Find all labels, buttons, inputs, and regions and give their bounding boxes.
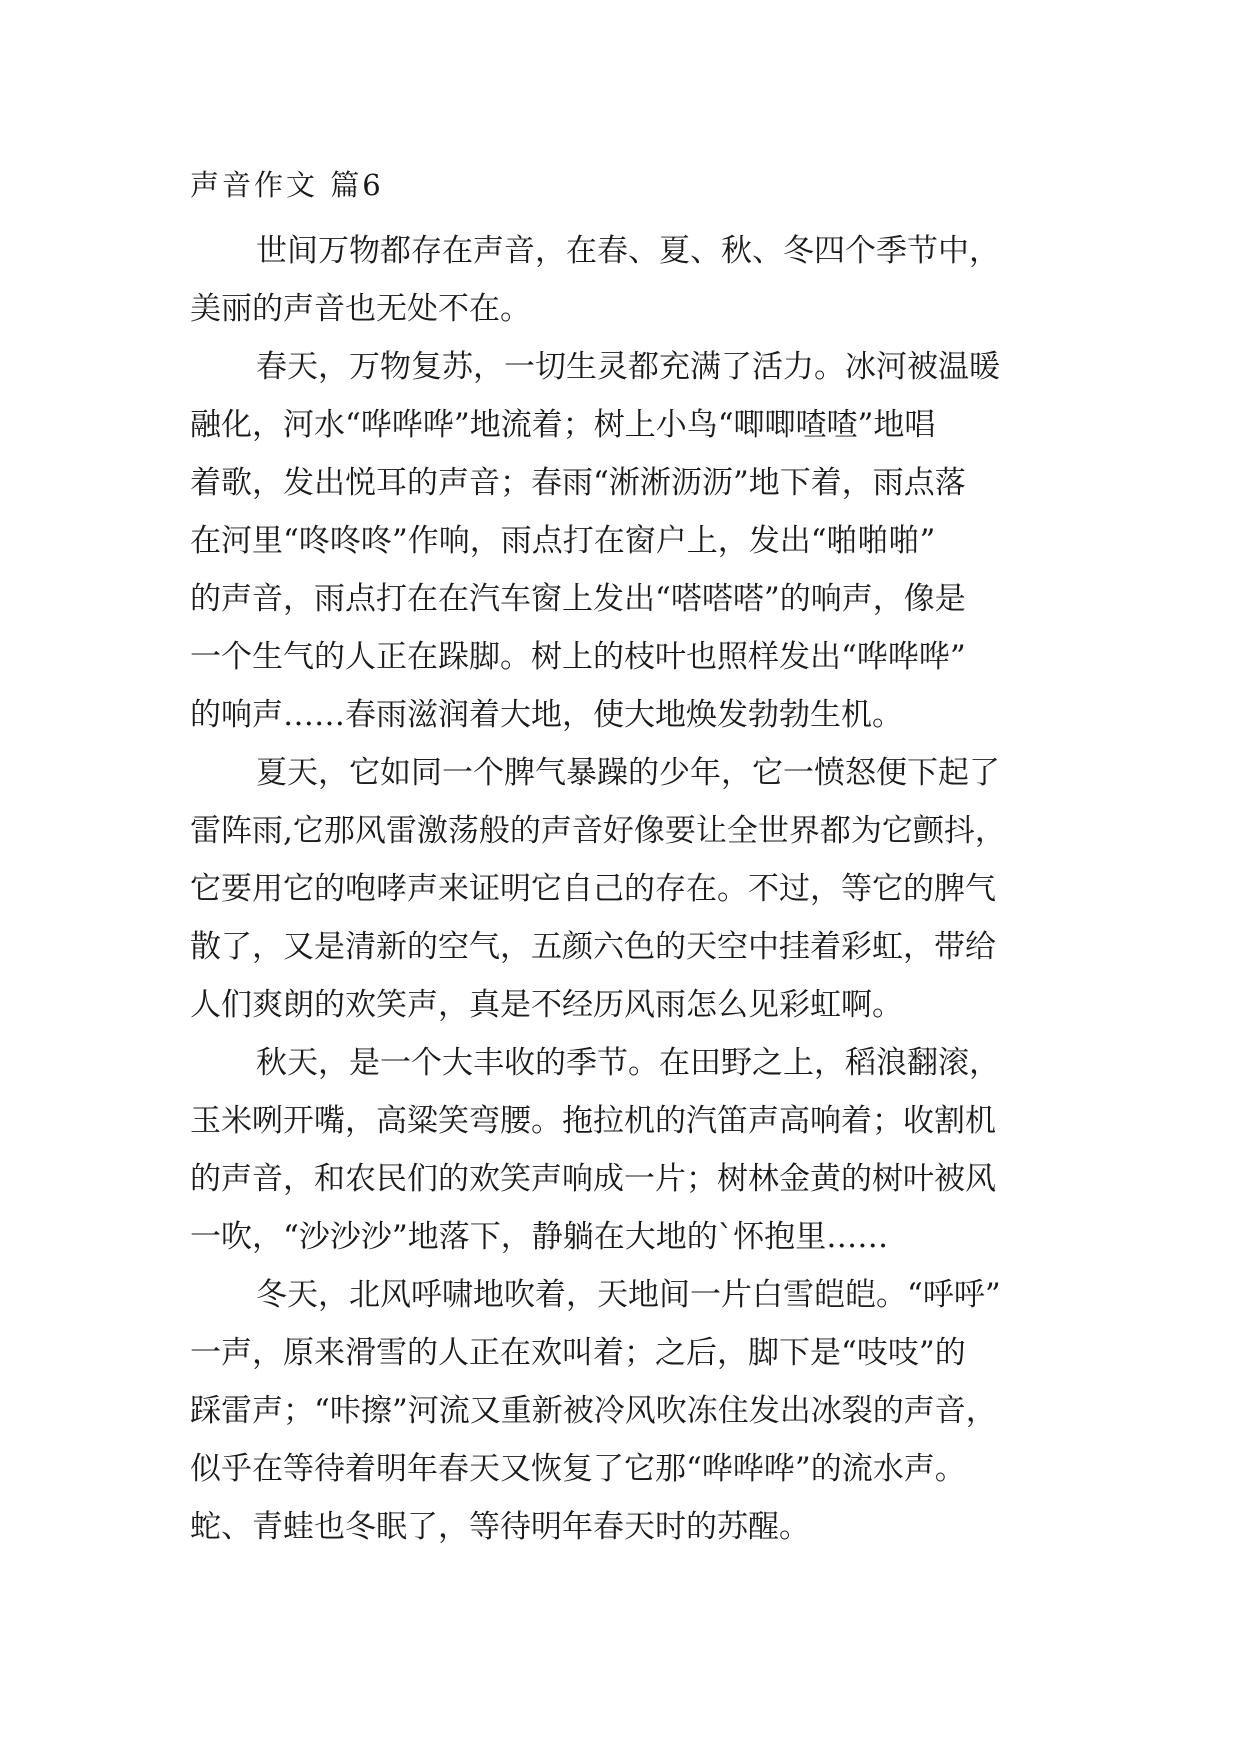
paragraph [190,1266,1070,1556]
paragraph-line: 夏天，它如同一个脾气暴躁的少年，它一愤怒便下起了 [256,755,1000,791]
paragraph-line: 雷阵雨,它那风雷激荡般的声音好像要让全世界都为它颤抖， [190,813,1006,849]
paragraph-line: 融化，河水“哗哗哗”地流着；树上小鸟“唧唧喳喳”地唱 [190,407,936,443]
paragraph-line: 散了，又是清新的空气，五颜六色的天空中挂着彩虹，带给 [190,929,996,965]
paragraph [190,222,1070,338]
essay-title: 声音作文 篇6 [190,168,384,202]
paragraph-line: 似乎在等待着明年春天又恢复了它那“哗哗哗”的流水声。 [190,1451,966,1487]
paragraph-line: 春天，万物复苏，一切生灵都充满了活力。冰河被温暖 [256,349,1000,385]
paragraph-line: 的响声……春雨滋润着大地，使大地焕发勃勃生机。 [190,697,903,733]
paragraph-line: 踩雷声；“咔擦”河流又重新被冷风吹冻住发出冰裂的声音， [190,1393,997,1429]
paragraph-line: 的声音，和农民们的欢笑声响成一片；树林金黄的树叶被风 [190,1161,996,1197]
paragraph-line: 世间万物都存在声音，在春、夏、秋、冬四个季节中， [256,233,1000,269]
paragraph-line: 玉米咧开嘴，高粱笑弯腰。拖拉机的汽笛声高响着；收割机 [190,1103,996,1139]
document-page [190,162,1070,1556]
paragraph-line: 人们爽朗的欢笑声，真是不经历风雨怎么见彩虹啊。 [190,987,903,1023]
paragraph [190,338,1070,744]
paragraph-line: 着歌，发出悦耳的声音；春雨“淅淅沥沥”地下着，雨点落 [190,465,966,501]
paragraph [190,744,1070,1034]
paragraph-line: 冬天，北风呼啸地吹着，天地间一片白雪皑皑。“呼呼” [256,1277,1001,1313]
paragraph-line: 蛇、青蛙也冬眠了，等待明年春天时的苏醒。 [190,1509,810,1545]
paragraph-line: 在河里“咚咚咚”作响，雨点打在窗户上，发出“啪啪啪” [190,523,936,559]
paragraph-line: 秋天，是一个大丰收的季节。在田野之上，稻浪翻滚， [256,1045,1000,1081]
paragraph [190,1034,1070,1266]
paragraph-line: 一声，原来滑雪的人正在欢叫着；之后，脚下是“吱吱”的 [190,1335,966,1371]
essay-body [190,222,1070,1556]
paragraph-line: 美丽的声音也无处不在。 [190,291,531,327]
paragraph-line: 它要用它的咆哮声来证明它自己的存在。不过，等它的脾气 [190,871,996,907]
paragraph-line: 一吹，“沙沙沙”地落下，静躺在大地的`怀抱里…… [190,1219,889,1255]
paragraph-line: 的声音，雨点打在在汽车窗上发出“嗒嗒嗒”的响声，像是 [190,581,966,617]
paragraph-line: 一个生气的人正在跺脚。树上的枝叶也照样发出“哗哗哗” [190,639,966,675]
